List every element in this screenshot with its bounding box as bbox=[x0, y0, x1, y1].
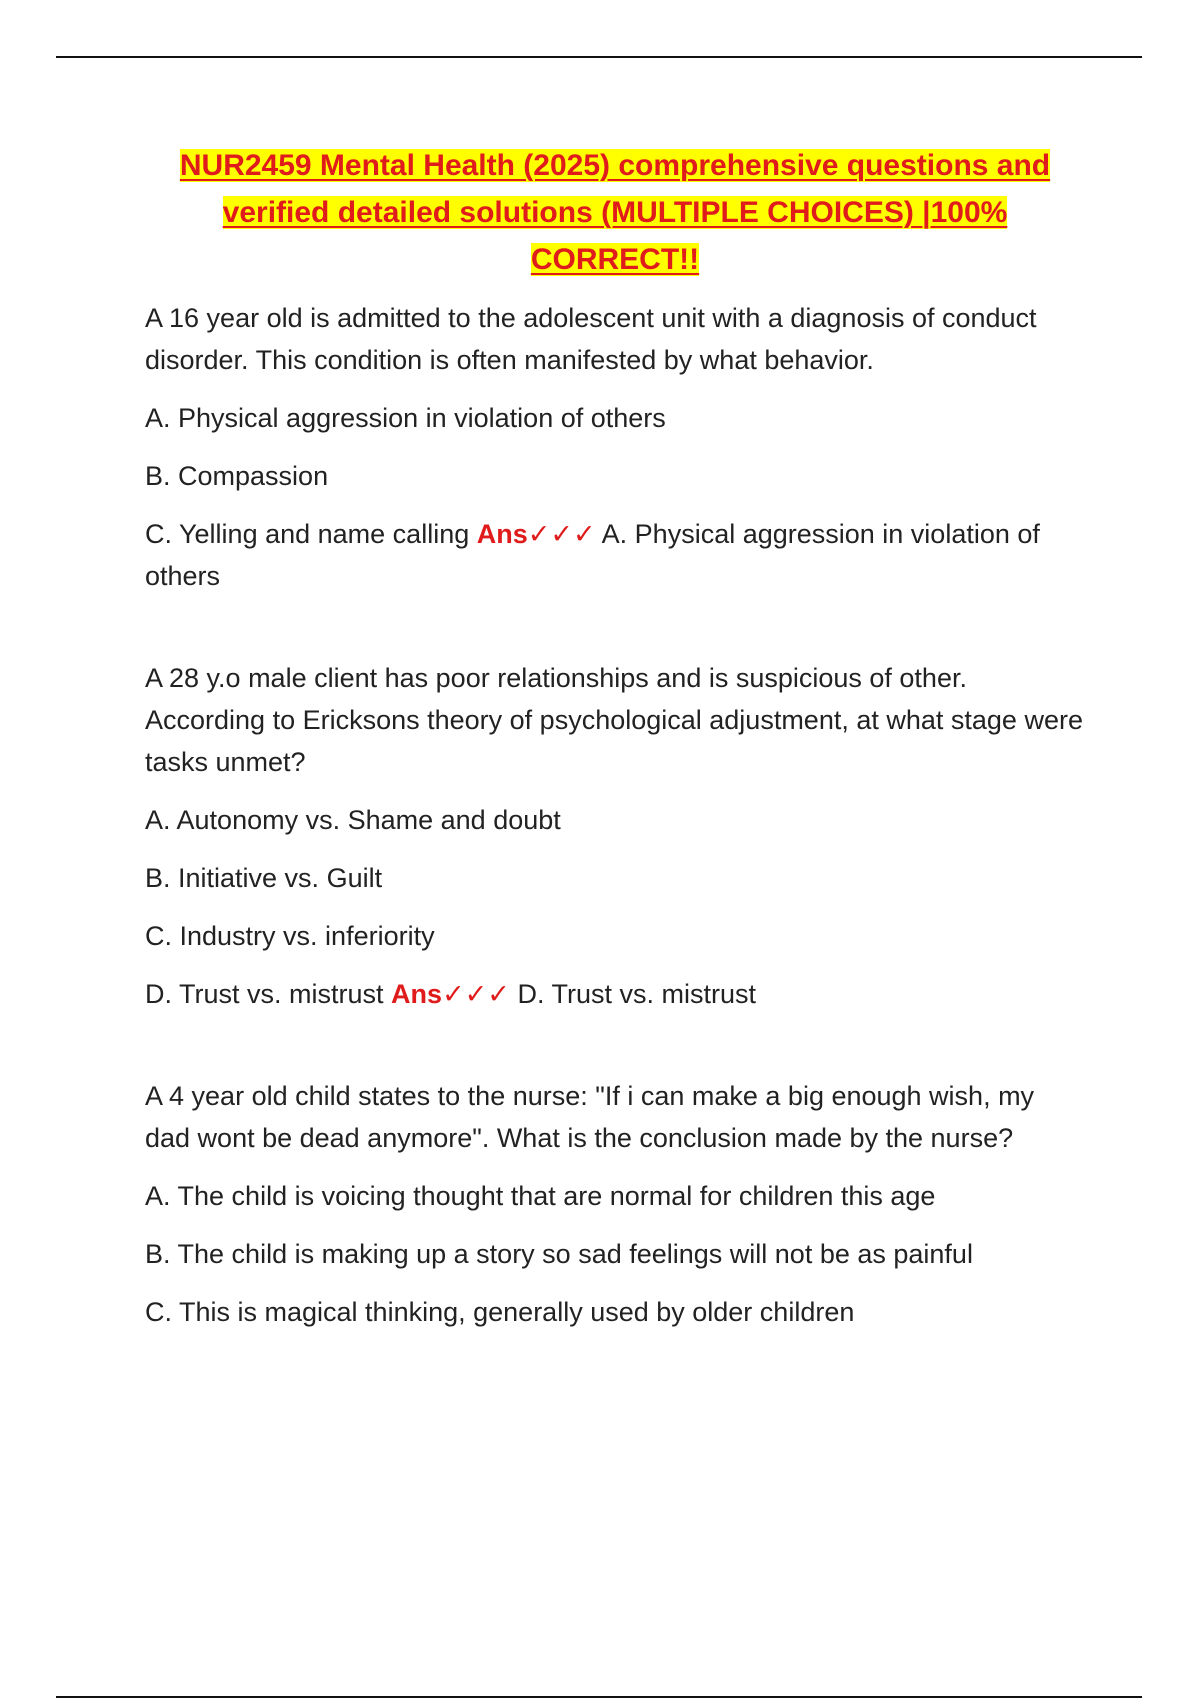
answer-text: D. Trust vs. mistrust bbox=[517, 979, 756, 1009]
question-prompt: A 4 year old child states to the nurse: "If i can make a big enough wish, my dad wont be dead anymore". What is the conclusion made by the nurse? bbox=[145, 1081, 1035, 1153]
document-body bbox=[145, 142, 1085, 1349]
question-3 bbox=[145, 1075, 1085, 1333]
question-prompt: A 28 y.o male client has poor relationships and is suspicious of other. According to Ericksons theory of psychological adjustment, at what stage were tasks unmet? bbox=[145, 663, 1083, 777]
bottom-rule bbox=[56, 1696, 1142, 1698]
question-1 bbox=[145, 297, 1085, 597]
top-rule bbox=[56, 56, 1142, 58]
spacer bbox=[145, 1031, 1085, 1075]
option-b: B. Initiative vs. Guilt bbox=[145, 863, 383, 893]
answer-label: Ans bbox=[391, 979, 443, 1009]
option-c: C. Yelling and name calling bbox=[145, 519, 470, 549]
answer-checkmarks: ✓✓✓ bbox=[442, 979, 510, 1009]
option-c: C. This is magical thinking, generally used by older children bbox=[145, 1297, 855, 1327]
option-a: A. Autonomy vs. Shame and doubt bbox=[145, 805, 561, 835]
question-2 bbox=[145, 657, 1085, 1015]
option-c: C. Industry vs. inferiority bbox=[145, 921, 435, 951]
option-d-with-answer bbox=[145, 973, 1085, 1015]
option-a: A. Physical aggression in violation of others bbox=[145, 403, 666, 433]
document-title: NUR2459 Mental Health (2025) comprehensive questions and verified detailed solutions (MULTIPLE CHOICES) |100% CORRECT!! bbox=[179, 149, 1051, 276]
answer-label: Ans bbox=[476, 519, 528, 549]
option-b: B. The child is making up a story so sad feelings will not be as painful bbox=[145, 1239, 973, 1269]
option-b: B. Compassion bbox=[145, 461, 329, 491]
option-d: D. Trust vs. mistrust bbox=[145, 979, 384, 1009]
spacer bbox=[145, 613, 1085, 657]
option-c-with-answer bbox=[145, 513, 1085, 597]
answer-checkmarks: ✓✓✓ bbox=[527, 519, 596, 549]
option-a: A. The child is voicing thought that are normal for children this age bbox=[145, 1181, 936, 1211]
question-prompt: A 16 year old is admitted to the adolescent unit with a diagnosis of conduct disorder. This condition is often manifested by what behavior. bbox=[145, 303, 1037, 375]
answer-text: A. Physical aggression in violation of others bbox=[145, 519, 1040, 591]
